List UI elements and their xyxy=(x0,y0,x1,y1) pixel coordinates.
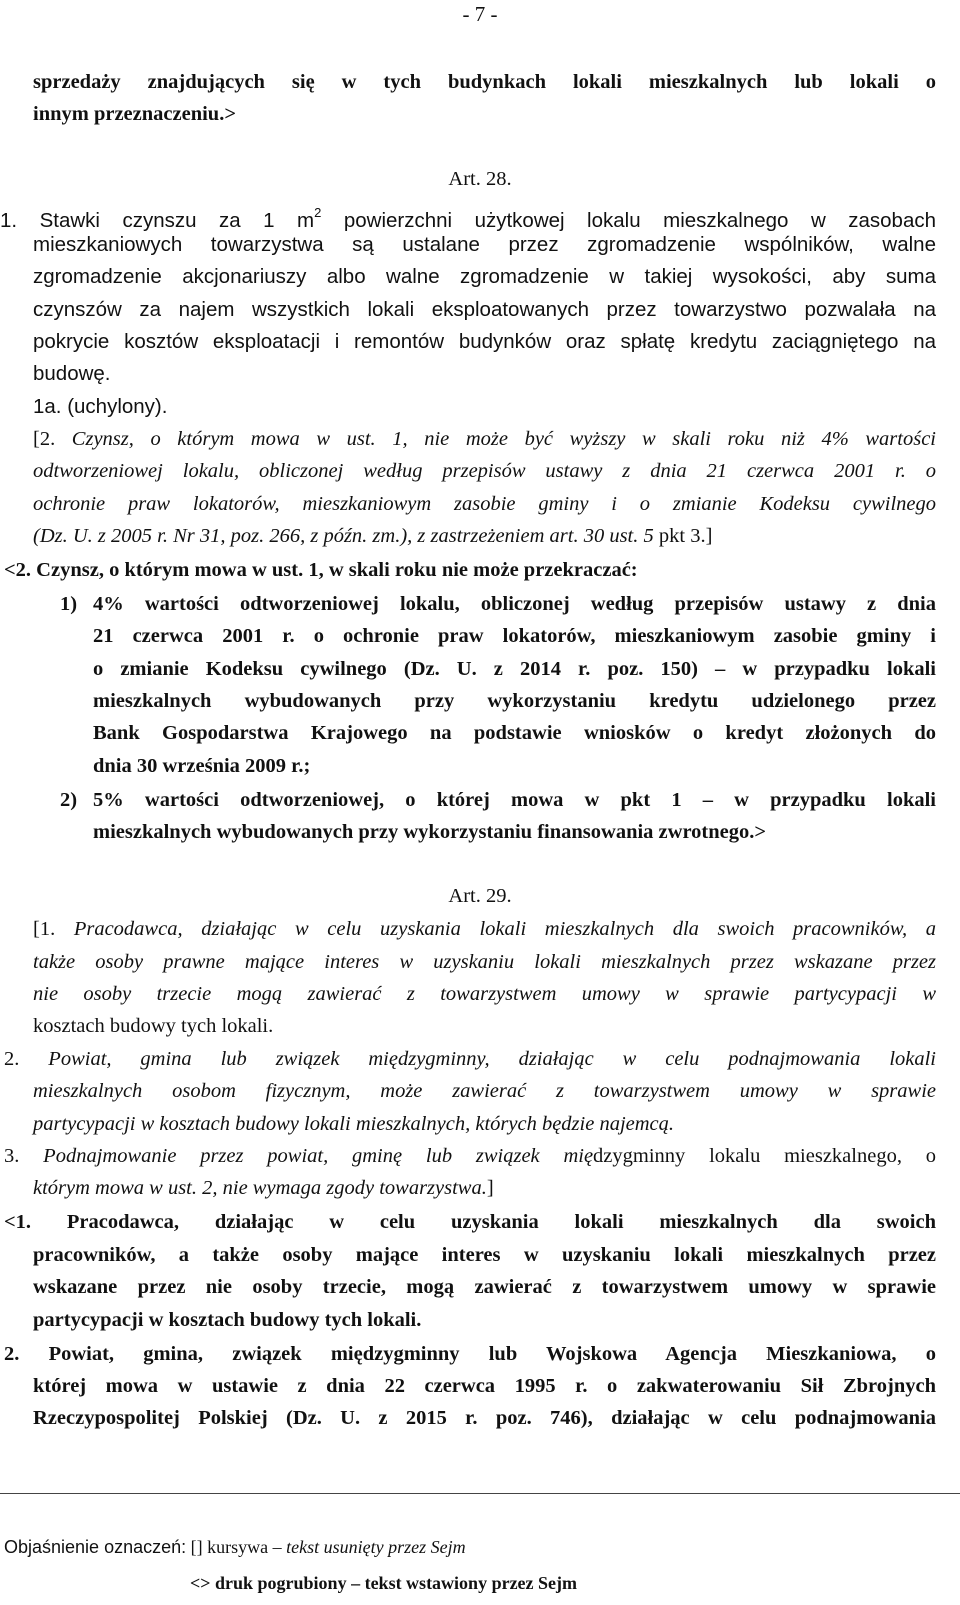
art29-old-para1-line: także osoby prawne mające interes w uzyskaniu lokali mieszkalnych przez wskazane przez xyxy=(33,951,936,973)
list-item-line: mieszkalnych wybudowanych przy wykorzystaniu finansowania zwrotnego.> xyxy=(93,821,767,843)
continuation-line: sprzedaży znajdujących się w tych budynkach lokali mieszkalnych lub lokali o xyxy=(33,71,936,93)
list-item-line: o zmianie Kodeksu cywilnego (Dz. U. z 2014 r. poz. 150) – w przypadku lokali xyxy=(93,658,936,680)
list-item-line: mieszkalnych wybudowanych przy wykorzystaniu kredytu udzielonego przez xyxy=(93,690,936,712)
art28-para2-old-line: odtworzeniowej lokalu, obliczonej według przepisów ustawy z dnia 21 czerwca 2001 r. o xyxy=(33,460,936,482)
art29-new-para1-line: pracowników, a także osoby mające interes w uzyskaniu lokali mieszkalnych przez xyxy=(33,1244,936,1266)
art28-para1a: 1a. (uchylony). xyxy=(33,395,168,418)
art29-old-para2-line: mieszkalnych osobom fizycznym, może zawierać z towarzystwem umowy w sprawie xyxy=(33,1080,936,1102)
art29-old-para3-line: którym mowa w ust. 2, nie wymaga zgody towarzystwa.] xyxy=(33,1177,494,1199)
art29-old-para2-line: 2. Powiat, gmina lub związek międzygminny, działając w celu podnajmowania lokali xyxy=(4,1048,937,1070)
art29-new-para1-line: wskazane przez nie osoby trzecie, mogą zawierać z towarzystwem umowy w sprawie xyxy=(33,1276,936,1298)
list-item-line: 21 czerwca 2001 r. o ochronie praw lokatorów, mieszkaniowym zasobie gminy i xyxy=(93,625,936,647)
footer-legend-line: Objaśnienie oznaczeń: [] kursywa – tekst usunięty przez Sejm xyxy=(4,1537,466,1557)
art28-para2-new-lead: <2. Czynsz, o którym mowa w ust. 1, w skali roku nie może przekraczać: xyxy=(4,559,638,581)
list-item-line: dnia 30 września 2009 r.; xyxy=(93,755,311,777)
list-item-number: 1) xyxy=(60,593,78,615)
art28-para1-line: 1. Stawki czynszu za 1 $m^2$ powierzchni użytkowej lokalu mieszkalnego w zasobach xyxy=(0,205,936,232)
art28-para2-old-line: ochronie praw lokatorów, mieszkaniowym zasobie gminy i o zmianie Kodeksu cywilnego xyxy=(33,493,936,515)
superscript: 2 xyxy=(314,205,322,220)
article-heading: Art. 28. xyxy=(448,168,512,190)
art28-para1-line: mieszkaniowych towarzystwa są ustalane przez zgromadzenie wspólników, walne xyxy=(33,233,936,256)
art28-para2-old-line: (Dz. U. z 2005 r. Nr 31, poz. 266, z późn. zm.), z zastrzeżeniem art. 30 ust. 5 pkt 3.] xyxy=(33,525,713,547)
footer-legend-line: <> druk pogrubiony – tekst wstawiony przez Sejm xyxy=(190,1573,578,1593)
art29-new-para1-line: partycypacji w kosztach budowy tych lokali. xyxy=(33,1309,422,1331)
art29-old-para1-line: nie osoby trzecie mogą zawierać z towarzystwem umowy w sprawie partycypacji w xyxy=(33,983,936,1005)
art29-new-para1-line: <1. Pracodawca, działając w celu uzyskania lokali mieszkalnych dla swoich xyxy=(4,1211,936,1233)
footer-legend-label: Objaśnienie oznaczeń: xyxy=(4,1537,187,1557)
art29-old-para1-line: kosztach budowy tych lokali. xyxy=(33,1015,274,1037)
art29-new-para2-line: 2. Powiat, gmina, związek międzygminny lub Wojskowa Agencja Mieszkaniowa, o xyxy=(4,1343,936,1365)
art29-old-para1-line: [1. Pracodawca, działając w celu uzyskania lokali mieszkalnych dla swoich pracowników, a xyxy=(33,918,936,940)
art28-para2-old-line: [2. Czynsz, o którym mowa w ust. 1, nie może być wyższy w skali roku niż 4% wartości xyxy=(33,428,936,450)
art29-new-para2-line: Rzeczypospolitej Polskiej (Dz. U. z 2015 r. poz. 746), działając w celu podnajmowania xyxy=(33,1407,936,1429)
art28-para1-line: pokrycie kosztów eksploatacji i remontów budynków oraz spłatę kredytu zaciągniętego na xyxy=(33,330,936,353)
continuation-line: innym przeznaczeniu.> xyxy=(33,103,236,125)
art28-para1-line: budowę. xyxy=(33,362,111,385)
page-number: - 7 - xyxy=(462,2,498,26)
list-item-line: Bank Gospodarstwa Krajowego na podstawie wniosków o kredyt złożonych do xyxy=(93,722,936,744)
art28-para1-line: czynszów za najem wszystkich lokali eksploatowanych przez towarzystwo pozwalała na xyxy=(33,298,936,321)
art28-para1-line: zgromadzenie akcjonariuszy albo walne zgromadzenie w takiej wysokości, aby suma xyxy=(33,265,936,288)
list-item-line: 4% wartości odtworzeniowej lokalu, obliczonej według przepisów ustawy z dnia xyxy=(93,593,936,615)
footer-divider xyxy=(0,1493,960,1494)
art29-new-para2-line: której mowa w ustawie z dnia 22 czerwca 1995 r. o zakwaterowaniu Sił Zbrojnych xyxy=(33,1375,936,1397)
list-item-number: 2) xyxy=(60,789,78,811)
art29-old-para3-line: 3. Podnajmowanie przez powiat, gminę lub związek międzygminny lokalu mieszkalnego, o xyxy=(4,1145,936,1167)
article-heading: Art. 29. xyxy=(448,885,512,907)
art29-old-para2-line: partycypacji w kosztach budowy lokali mieszkalnych, których będzie najemcą. xyxy=(33,1113,675,1135)
list-item-line: 5% wartości odtworzeniowej, o której mowa w pkt 1 – w przypadku lokali xyxy=(93,789,936,811)
